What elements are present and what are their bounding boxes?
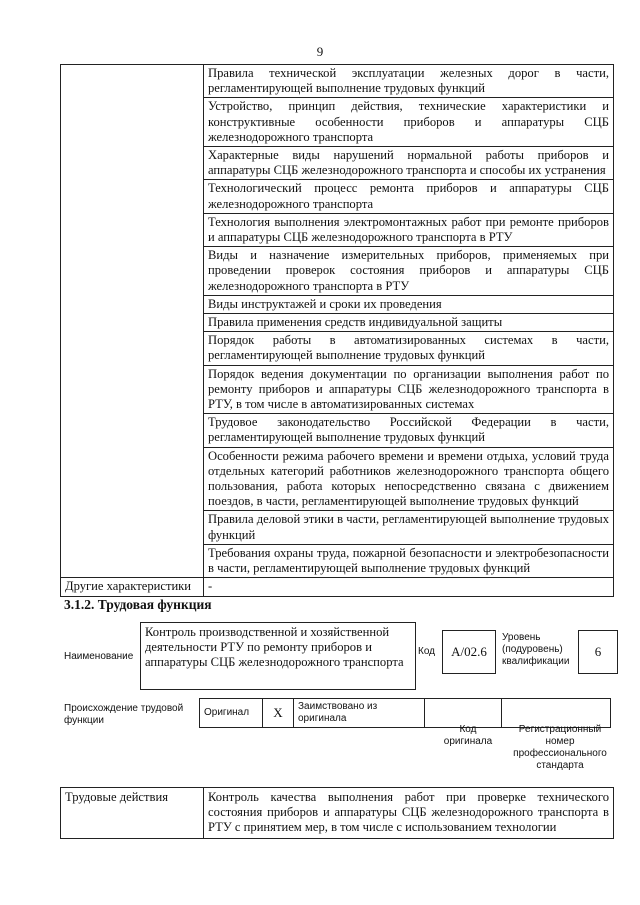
requirement-item: Технологический процесс ремонта приборов и аппаратуры СЦБ железнодорожного транспорта	[204, 180, 614, 213]
reg-number-label: Регистрационный номер профессионального стандарта	[513, 724, 607, 771]
labor-actions-text: Контроль качества выполнения работ при проверке технического состояния приборов и аппаратуры СЦБ железнодорожного транспорта в РТУ с принятием мер, в том числе с использованием технологии	[204, 788, 614, 839]
requirement-item: Порядок работы в автоматизированных системах в части, регламентирующей выполнение трудовых функций	[204, 332, 614, 365]
requirement-item: Особенности режима рабочего времени и времени отдыха, условий труда отдельных категорий работников железнодорожного транспорта общего пользования, работа которых непосредственно связана с движением поездов, в части, регламентирующей выполнение трудовых функций	[204, 447, 614, 511]
requirements-label-cell	[61, 65, 204, 578]
requirement-item: Трудовое законодательство Российской Федерации в части, регламентирующей выполнение трудовых функций	[204, 414, 614, 447]
requirement-item: Виды и назначение измерительных приборов, применяемых при проведении проверок состояния приборов и аппаратуры СЦБ железнодорожного транспорта в РТУ	[204, 247, 614, 296]
code-value-box: A/02.6	[442, 630, 496, 674]
section-heading: 3.1.2. Трудовая функция	[64, 597, 212, 612]
level-value-box: 6	[578, 630, 618, 674]
requirement-item: Порядок ведения документации по организации выполнения работ по ремонту приборов и аппаратуры СЦБ железнодорожного транспорта в РТУ, в том числе в автоматизированных системах	[204, 365, 614, 414]
code-label: Код	[418, 646, 436, 657]
requirement-item: Характерные виды нарушений нормальной работы приборов и аппаратуры СЦБ железнодорожного транспорта и способы их устранения	[204, 147, 614, 180]
borrowed-label: Заимствовано из оригинала	[294, 699, 425, 728]
requirement-item: Устройство, принцип действия, технические характеристики и конструктивные особенности приборов и аппаратуры СЦБ железнодорожного транспорта	[204, 98, 614, 147]
requirement-item: Технология выполнения электромонтажных работ при ремонте приборов и аппаратуры СЦБ железнодорожного транспорта в РТУ	[204, 213, 614, 246]
requirement-item: Правила деловой этики в части, регламентирующей выполнение трудовых функций	[204, 511, 614, 544]
table-row	[61, 578, 614, 596]
original-mark: X	[263, 699, 294, 728]
table-row	[61, 65, 614, 98]
origin-label: Происхождение трудовой функции	[64, 703, 184, 726]
requirement-item: Требования охраны труда, пожарной безопасности и электробезопасности в части, регламентирующей выполнение трудовых функций	[204, 544, 614, 577]
labor-actions-label: Трудовые действия	[61, 788, 204, 839]
name-label: Наименование	[64, 651, 134, 662]
code-original-label: Код оригинала	[443, 724, 493, 747]
page-number: 9	[316, 44, 324, 59]
requirement-item: Правила применения средств индивидуальной защиты	[204, 314, 614, 332]
level-label: Уровень (подуровень) квалификации	[502, 632, 570, 667]
other-characteristics-label: Другие характеристики	[61, 578, 204, 596]
requirement-item: Правила технической эксплуатации железных дорог в части, регламентирующей выполнение трудовых функций	[204, 65, 614, 98]
table-row	[61, 788, 614, 839]
original-label: Оригинал	[200, 699, 263, 728]
other-characteristics-value: -	[204, 578, 614, 596]
requirement-item: Виды инструктажей и сроки их проведения	[204, 295, 614, 313]
labor-actions-table	[60, 787, 614, 839]
function-name-box: Контроль производственной и хозяйственной деятельности РТУ по ремонту приборов и аппаратуры СЦБ железнодорожного транспорта	[140, 622, 416, 690]
requirements-table	[60, 64, 614, 597]
